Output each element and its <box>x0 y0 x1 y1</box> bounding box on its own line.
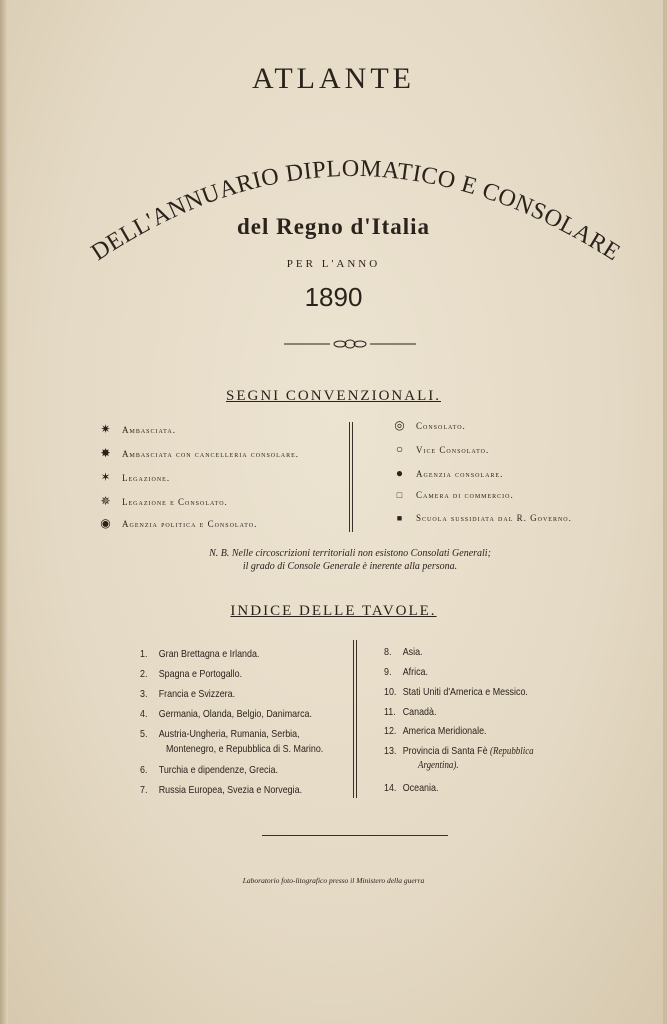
legend-left-column <box>98 414 358 539</box>
per-anno-label: PER L'ANNO <box>286 258 381 270</box>
legend-note <box>150 547 550 573</box>
legend-note-line1: N. B. Nelle circoscrizioni territoriali non esistono Consolati Generali; <box>209 548 491 559</box>
legend-item: ■ Scuola sussidiata dal R. Governo. <box>392 513 572 523</box>
legend-heading: SEGNI CONVENZIONALI. <box>226 388 441 404</box>
legend-item: ○ Vice Consolato. <box>392 442 489 457</box>
svg-text:DELL'ANNUARIO DIPLOMATICO E CO <box>87 156 625 266</box>
page-right-edge <box>663 0 667 1024</box>
agency-consulate-icon: ◉ <box>100 516 112 530</box>
chamber-commerce-icon: □ <box>396 490 404 500</box>
ornament-divider <box>284 338 416 350</box>
arc-title <box>60 100 640 300</box>
legend-item: ● Agenzia consolare. <box>392 466 503 481</box>
consular-agency-icon: ● <box>395 466 405 480</box>
page-binding-edge <box>0 0 8 1024</box>
index-entry: 10. Stati Uniti d'America e Messico. <box>384 686 528 698</box>
index-entry: 6. Turchia e dipendenze, Grecia. <box>140 764 278 776</box>
legend-item: ✶ Legazione. <box>98 470 170 485</box>
consulate-icon: ◎ <box>394 418 406 432</box>
legend-item: ◉ Agenzia politica e Consolato. <box>98 516 257 531</box>
legend-divider-a <box>349 422 350 532</box>
index-entry: 3. Francia e Svizzera. <box>140 688 236 700</box>
ambassy-chancery-icon: ✸ <box>100 446 112 460</box>
legend-item: ✷ Ambasciata. <box>98 422 176 437</box>
arc-title-text: DELL'ANNUARIO DIPLOMATICO E CONSOLARE <box>86 155 625 267</box>
school-icon: ■ <box>396 513 404 523</box>
index-divider-a <box>353 640 354 798</box>
index-entry: 7. Russia Europea, Svezia e Norvegia. <box>140 784 303 796</box>
legend-note-line2: il grado di Console Generale è inerente alla persona. <box>242 561 458 572</box>
index-entry-continuation: Argentina). <box>418 760 459 771</box>
index-entry: 11. Canadà. <box>384 706 437 718</box>
index-entry: 9. Africa. <box>384 666 429 678</box>
page-subtitle: del Regno d'Italia <box>236 214 431 239</box>
footer-rule <box>262 835 448 836</box>
index-heading: INDICE DELLE TAVOLE. <box>230 603 437 619</box>
index-entry: 12. America Meridionale. <box>384 725 487 737</box>
footer-credit: Laboratorio foto-litografico presso il Ministero della guerra <box>242 876 425 885</box>
legend-item: □ Camera di commercio. <box>392 490 514 500</box>
ambassy-star-icon: ✷ <box>100 422 112 436</box>
legation-consulate-icon: ✵ <box>100 494 112 508</box>
legend-item: ✸ Ambasciata con cancelleria consolare. <box>98 446 299 461</box>
index-entry: 13. Provincia di Santa Fè (Repubblica <box>384 745 534 757</box>
legend-item: ◎ Consolato. <box>392 418 466 433</box>
index-entry: 14. Oceania. <box>384 782 439 794</box>
index-entry: 4. Germania, Olanda, Belgio, Danimarca. <box>140 708 312 720</box>
legend-item: ✵ Legazione e Consolato. <box>98 494 228 509</box>
index-entry-continuation: Montenegro, e Repubblica di S. Marino. <box>166 743 324 755</box>
index-entry: 1. Gran Brettagna e Irlanda. <box>140 648 260 660</box>
year-label: 1890 <box>304 282 363 312</box>
page-title: ATLANTE <box>252 62 415 95</box>
legend-divider-b <box>352 422 353 532</box>
index-entry: 5. Austria-Ungheria, Rumania, Serbia, <box>140 728 300 740</box>
vice-consulate-icon: ○ <box>395 442 405 456</box>
legation-star-icon: ✶ <box>100 470 112 484</box>
index-divider-b <box>356 640 357 798</box>
index-entry: 2. Spagna e Portogallo. <box>140 668 243 680</box>
index-entry: 8. Asia. <box>384 646 423 658</box>
legend-right-column <box>392 414 632 539</box>
